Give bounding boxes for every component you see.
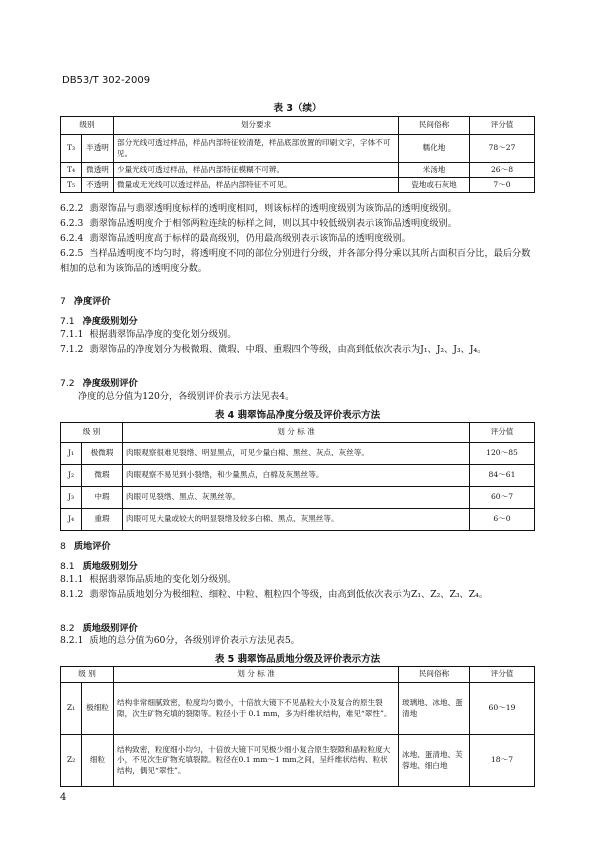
table-row xyxy=(61,178,535,193)
standard: 肉眼观察很难见裂绺、明显黑点，可见少量白棉、黑丝、灰点、灰丝等。 xyxy=(123,443,470,465)
table-row xyxy=(61,465,535,487)
level-code: J₄ xyxy=(61,509,82,531)
paragraph-8-1-1: 8.1.1 根据翡翠饰品质地的变化划分级别。 xyxy=(60,574,237,585)
level-code: Z₂ xyxy=(61,735,82,787)
score: 18～7 xyxy=(470,735,535,787)
folk-name: 瓷地或石灰地 xyxy=(399,178,470,193)
table4-header-level: 级 别 xyxy=(61,423,123,443)
section-7-2-heading: 7.2 净度级别评价 xyxy=(60,378,138,389)
table4 xyxy=(60,422,535,531)
paragraph-6-2-3: 6.2.3 翡翠饰品透明度介于相邻两粒连续的标样之间，则以其中较低级别表示该饰品透明度级别。 xyxy=(60,218,457,229)
folk-name: 米汤地 xyxy=(399,163,470,178)
level-name: 重瑕 xyxy=(82,509,123,531)
table3-header-level: 级别 xyxy=(61,117,114,135)
level-code: T₅ xyxy=(61,178,82,193)
standard: 结构致密，粒度细小均匀，十倍放大镜下可见极少细小复合原生裂隙和晶粒粒度大小，不见次生矿物充填裂隙。粒径在0.1 mm～1 mm之间，呈纤维状结构、粒状结构，偶见“翠性”。 xyxy=(114,735,399,787)
table3 xyxy=(60,116,535,193)
score: 6～0 xyxy=(470,509,535,531)
level-code: J₃ xyxy=(61,487,82,509)
table5-header-score: 评分值 xyxy=(470,667,535,683)
section-8-2-heading: 8.2 质地级别评价 xyxy=(60,623,138,634)
score: 78～27 xyxy=(470,135,535,163)
score: 60～19 xyxy=(470,683,535,735)
level-code: J₁ xyxy=(61,443,82,465)
page-number: 4 xyxy=(60,792,67,803)
level-name: 微瑕 xyxy=(82,465,123,487)
paragraph-7-1-1: 7.1.1 根据翡翠饰品净度的变化划分级别。 xyxy=(60,329,237,340)
table4-header-score: 评分值 xyxy=(470,423,535,443)
requirement: 微量或无光线可以透过样品，样品内部特征不可见。 xyxy=(114,178,399,193)
level-name: 极微瑕 xyxy=(82,443,123,465)
table-row xyxy=(61,735,535,787)
standard: 肉眼可见大量或较大的明显裂绺及较多白棉、黑点、灰黑丝等。 xyxy=(123,509,470,531)
section-7-heading: 7 净度评价 xyxy=(60,296,111,307)
level-name: 细粒 xyxy=(82,735,114,787)
level-name: 微透明 xyxy=(82,163,114,178)
table-row xyxy=(61,683,535,735)
table5-caption: 表 5 翡翠饰品质地分级及评价表示方法 xyxy=(214,654,381,665)
paragraph-6-2-4: 6.2.4 翡翠饰品透明度高于标样的最高级别，仍用最高级别表示该饰品的透明度级别。 xyxy=(60,233,411,244)
paragraph-6-2-2: 6.2.2 翡翠饰品与翡翠透明度标样的透明度相同，则该标样的透明度级别为该饰品的透明度级别。 xyxy=(60,203,457,214)
requirement: 少量光线可透过样品，样品内部特征模糊不可辨。 xyxy=(114,163,399,178)
folk-name: 玻璃地、冰地、蛋清地 xyxy=(399,683,470,735)
level-code: T₃ xyxy=(61,135,82,163)
table3-header-score: 评分值 xyxy=(470,117,535,135)
standard: 肉眼可见裂绺、黑点、灰黑丝等。 xyxy=(123,487,470,509)
section-7-1-heading: 7.1 净度级别划分 xyxy=(60,316,138,327)
paragraph-8-1-2: 8.1.2 翡翠饰品质地划分为极细粒、细粒、中粒、粗粒四个等级，由高到低依次表示为Z₁、Z₂、Z₃、Z₄。 xyxy=(60,589,488,600)
folk-name: 糯化地 xyxy=(399,135,470,163)
table-row xyxy=(61,509,535,531)
paragraph-8-2-1: 8.2.1 质地的总分值为60分，各级别评价表示方法见表5。 xyxy=(60,635,300,646)
paragraph-6-2-5: 6.2.5 当样品透明度不均匀时，将透明度不同的部位分别进行分级，并各部分得分乘以其所占面积百分比，最后分数相加的总和为该饰品的透明度分数。 xyxy=(60,248,531,274)
table3-caption: 表 3（续） xyxy=(273,103,322,114)
section-8-1-heading: 8.1 质地级别划分 xyxy=(60,561,138,572)
table-row xyxy=(61,135,535,163)
level-name: 不透明 xyxy=(82,178,114,193)
table4-caption: 表 4 翡翠饰品净度分级及评价表示方法 xyxy=(214,410,381,421)
level-code: Z₁ xyxy=(61,683,82,735)
table3-header-folk-name: 民间俗称 xyxy=(399,117,470,135)
table-row xyxy=(61,487,535,509)
section-8-heading: 8 质地评价 xyxy=(60,541,111,552)
document-id: DB53/T 302-2009 xyxy=(62,75,151,86)
score: 84～61 xyxy=(470,465,535,487)
table5 xyxy=(60,666,535,787)
table3-header-requirement: 划分要求 xyxy=(114,117,399,135)
table5-header-standard: 划 分 标 准 xyxy=(114,667,399,683)
paragraph-7-2: 净度的总分值为120分，各级别评价表示方法见表4。 xyxy=(78,391,295,402)
folk-name: 冰地、蛋清地、芙蓉地、细白地 xyxy=(399,735,470,787)
table5-header-level: 级 别 xyxy=(61,667,114,683)
requirement: 部分光线可透过样品，样品内部特征较清楚，样品底部放置的印刷文字，字体不可见。 xyxy=(114,135,399,163)
table4-header-standard: 划 分 标 准 xyxy=(123,423,470,443)
score: 26～8 xyxy=(470,163,535,178)
paragraph-7-1-2: 7.1.2 翡翠饰品的净度划分为极微瑕、微瑕、中瑕、重瑕四个等级，由高到低依次表示为J₁、J₂、J₃、J₄。 xyxy=(60,344,487,355)
level-code: J₂ xyxy=(61,465,82,487)
score: 60～7 xyxy=(470,487,535,509)
standard: 肉眼观察不易见到小裂绺，和少量黑点，白棉及灰黑丝等。 xyxy=(123,465,470,487)
standard: 结构非常细腻致密，粒度均匀微小，十倍放大镜下不见晶粒大小及复合的原生裂隙，次生矿物充填的裂隙等。粒径小于 0.1 mm，多为纤维状结构，难见“翠性”。 xyxy=(114,683,399,735)
level-name: 极细粒 xyxy=(82,683,114,735)
table5-header-folk-name: 民间俗称 xyxy=(399,667,470,683)
level-name: 中瑕 xyxy=(82,487,123,509)
score: 7～0 xyxy=(470,178,535,193)
score: 120～85 xyxy=(470,443,535,465)
level-code: T₄ xyxy=(61,163,82,178)
table-row xyxy=(61,443,535,465)
table-row xyxy=(61,163,535,178)
level-name: 半透明 xyxy=(82,135,114,163)
